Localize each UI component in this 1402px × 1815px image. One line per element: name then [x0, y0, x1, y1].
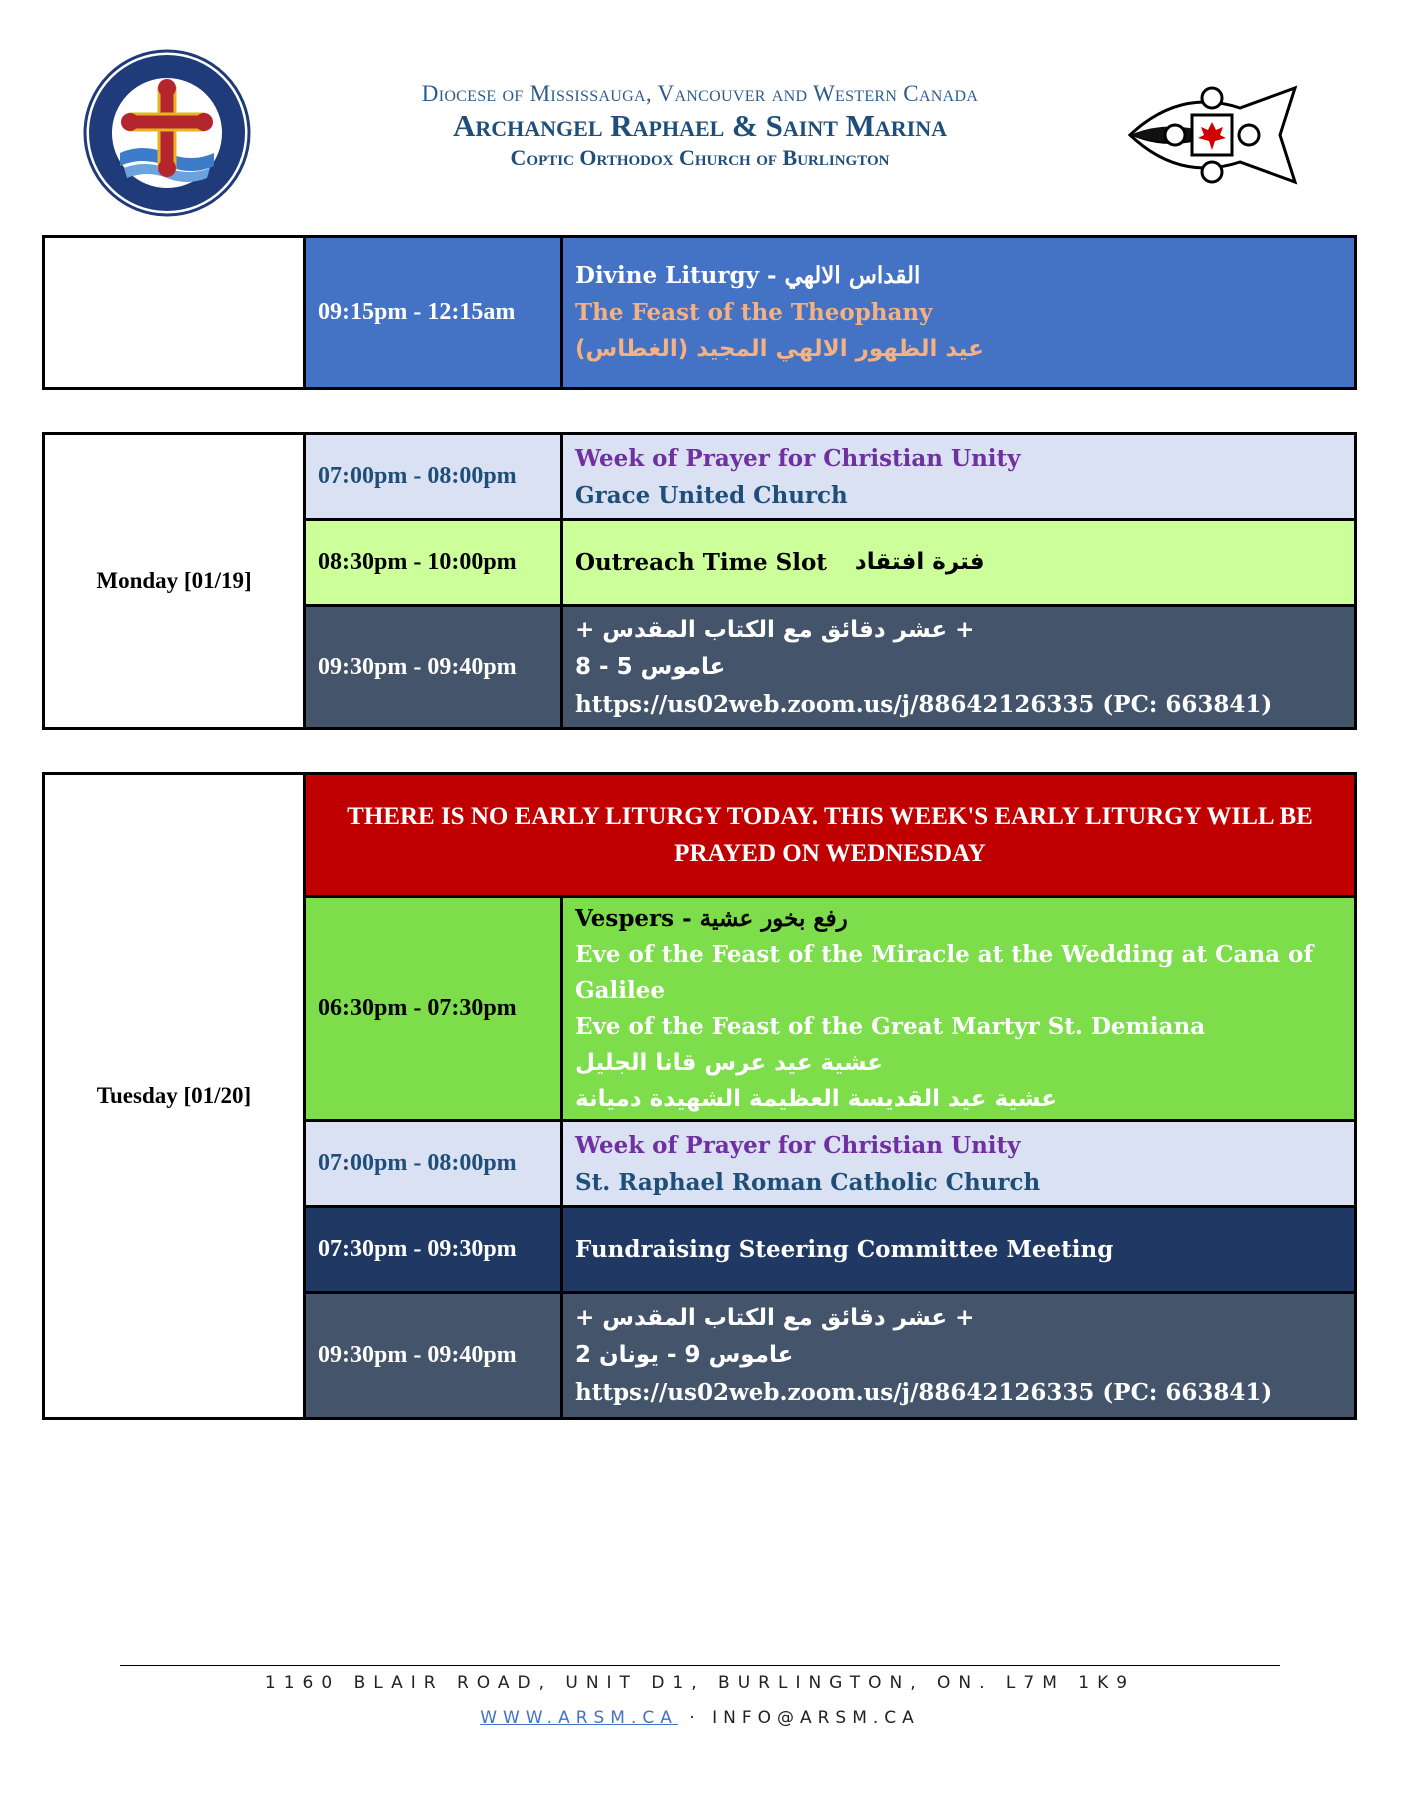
event-row [306, 898, 1354, 1122]
day-cell: Monday [01/19] [45, 435, 306, 727]
event-description [563, 607, 1354, 727]
day-cell: Tuesday [01/20] [45, 775, 306, 1417]
event-location: St. Raphael Roman Catholic Church [575, 1168, 1041, 1196]
bible-reading-passage: عاموس 9 - يونان 2 [575, 1342, 794, 1368]
event-feast-1: Eve of the Feast of the Miracle at the Wedding at Cana of Galilee [575, 940, 1314, 1004]
event-description [563, 1122, 1354, 1205]
event-location: Grace United Church [575, 481, 848, 509]
bible-reading-title: + عشر دقائق مع الكتاب المقدس + [575, 616, 975, 643]
time-cell: 07:30pm - 09:30pm [306, 1208, 563, 1291]
no-early-liturgy-banner: THERE IS NO EARLY LITURGY TODAY. THIS WEEK'S EARLY LITURGY WILL BE PRAYED ON WEDNESDAY [347, 803, 1313, 867]
time-cell: 07:00pm - 08:00pm [306, 1122, 563, 1205]
church-subtitle: Coptic Orthodox Church of Burlington [510, 145, 890, 170]
event-title: Outreach Time Slot [575, 549, 827, 576]
event-description [563, 435, 1354, 518]
diocese-name: Diocese of Mississauga, Vancouver and Western Canada [421, 81, 979, 106]
footer-separator: · [689, 1708, 701, 1728]
time-cell: 09:30pm - 09:40pm [306, 607, 563, 727]
time-cell: 09:15pm - 12:15am [306, 238, 563, 387]
event-title: Vespers - رفع بخور عشية [575, 904, 848, 932]
event-feast-arabic: عيد الظهور الالهي المجيد (الغطاس) [575, 336, 984, 362]
event-row [306, 521, 1354, 607]
event-row [306, 607, 1354, 727]
time-cell: 07:00pm - 08:00pm [306, 435, 563, 518]
footer-address: 1160 BLAIR ROAD, UNIT D1, BURLINGTON, ON. L7M 1K9 [264, 1673, 1136, 1693]
letterhead [300, 80, 1100, 172]
schedule-block-1 [42, 235, 1357, 390]
footer-contact [120, 1708, 1280, 1728]
time-cell: 06:30pm - 07:30pm [306, 898, 563, 1119]
event-description [563, 238, 1354, 387]
website-link[interactable]: WWW.ARSM.CA [480, 1708, 678, 1728]
zoom-link[interactable]: https://us02web.zoom.us/j/88642126335 (PC: 663841) [575, 1379, 1273, 1406]
event-row [306, 238, 1354, 387]
time-cell: 09:30pm - 09:40pm [306, 1294, 563, 1417]
event-description [563, 521, 1354, 604]
event-title: Divine Liturgy - القداس الالهي [575, 262, 921, 289]
event-feast-2-arabic: عشية عيد القديسة العظيمة الشهيدة دميانة [575, 1085, 1057, 1112]
day-cell [45, 238, 306, 387]
event-description [563, 898, 1354, 1119]
event-row [306, 1208, 1354, 1294]
event-description [563, 1208, 1354, 1291]
schedule-block-monday [42, 432, 1357, 730]
email-link[interactable]: INFO@ARSM.CA [712, 1708, 920, 1728]
bible-reading-passage: عاموس 5 - 8 [575, 653, 726, 680]
zoom-link[interactable]: https://us02web.zoom.us/j/88642126335 (PC: 663841) [575, 690, 1273, 718]
bible-reading-title: + عشر دقائق مع الكتاب المقدس + [575, 1305, 975, 1331]
event-feast: The Feast of the Theophany [575, 299, 933, 326]
event-description [563, 1294, 1354, 1417]
time-cell: 08:30pm - 10:00pm [306, 521, 563, 604]
event-title: Week of Prayer for Christian Unity [575, 444, 1021, 472]
diocese-seal-logo [82, 48, 252, 218]
event-row [306, 1294, 1354, 1417]
event-title: Week of Prayer for Christian Unity [575, 1131, 1021, 1159]
event-title-arabic: فترة افتقاد [854, 549, 985, 575]
event-row [306, 435, 1354, 521]
schedule-block-tuesday [42, 772, 1357, 1420]
diocese-fish-logo [1120, 78, 1320, 193]
event-feast-1-arabic: عشية عيد عرس قانا الجليل [575, 1049, 883, 1076]
event-feast-2: Eve of the Feast of the Great Martyr St. Demiana [575, 1012, 1206, 1040]
event-title: Fundraising Steering Committee Meeting [575, 1236, 1114, 1263]
notice-row [306, 775, 1354, 898]
footer-divider [120, 1665, 1280, 1666]
church-name: Archangel Raphael & Saint Marina [452, 108, 948, 143]
event-row [306, 1122, 1354, 1208]
